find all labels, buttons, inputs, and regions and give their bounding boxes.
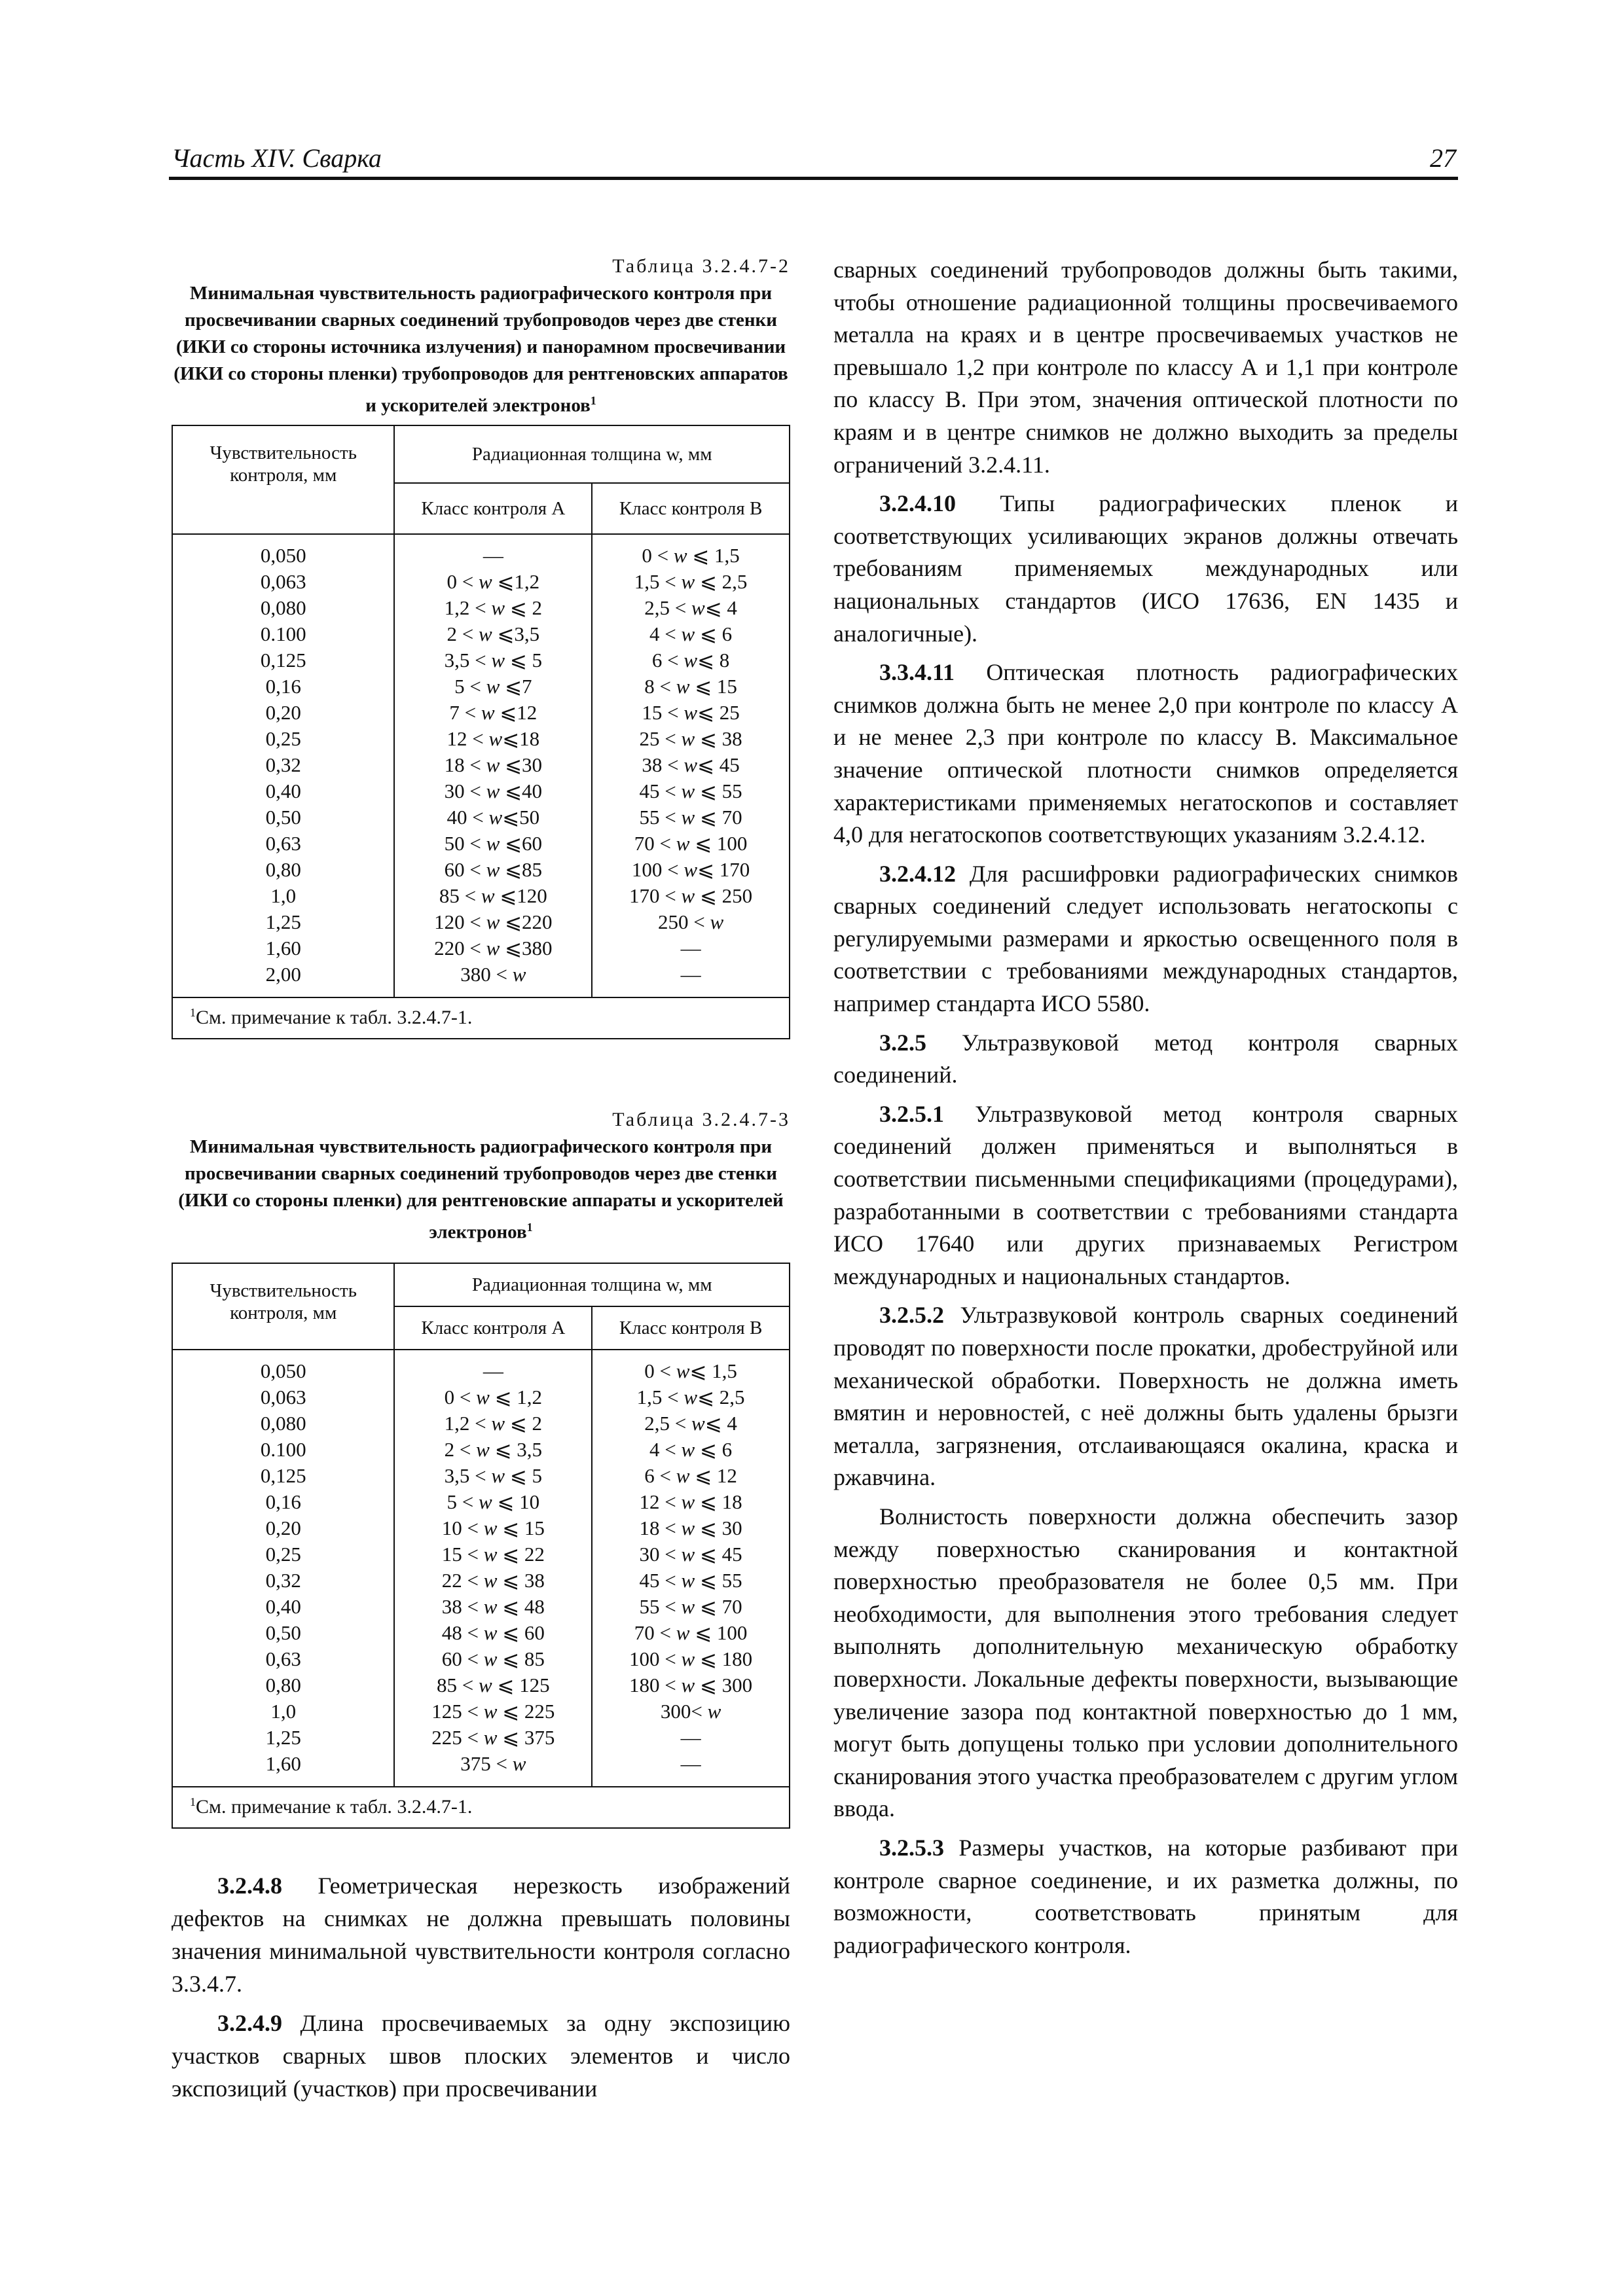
table-cell: 1,25 <box>265 1726 301 1749</box>
table-block-3-2-4-7-2 <box>172 254 790 1039</box>
table-cell: 0,40 <box>265 1595 301 1619</box>
table-cell: 1,25 <box>265 910 301 933</box>
table-cell: 0.100 <box>260 622 306 645</box>
paragraph-number: 3.3.4.11 <box>879 659 955 686</box>
table-cell: 85 < w ⩽ 125 <box>437 1674 550 1697</box>
table-cell: 45 < w ⩽ 55 <box>639 779 742 802</box>
header-thickness: Радиационная толщина w, мм <box>394 1263 790 1306</box>
table-cell: 2,00 <box>265 962 301 986</box>
table-cell: 100 < w⩽ 170 <box>631 857 750 881</box>
table-cell: 2,5 < w⩽ 4 <box>644 596 737 619</box>
header-class-a: Класс контроля А <box>394 483 592 534</box>
column-class-b <box>592 534 790 997</box>
column-class-a <box>394 1350 592 1787</box>
table-cell: 2 < w ⩽ 3,5 <box>444 1438 543 1462</box>
table-cell: 1,2 < w ⩽ 2 <box>444 1412 543 1435</box>
paragraph <box>172 2007 790 2105</box>
table-cell: — <box>483 543 503 567</box>
table-cell: 60 < w ⩽ 85 <box>441 1647 545 1671</box>
paragraph-number: 3.2.5.3 <box>879 1834 944 1861</box>
table-cell: — <box>680 1726 701 1749</box>
table-cell: 12 < w⩽18 <box>447 726 540 750</box>
paragraph <box>833 656 1458 852</box>
table-cell: 180 < w ⩽ 300 <box>629 1674 753 1697</box>
table-cell: 0,25 <box>265 726 301 750</box>
table-number: Таблица 3.2.4.7-3 <box>612 1108 790 1130</box>
table-note: $^1$См. примечание к табл. 3.2.4.7-1. <box>172 997 790 1039</box>
table-cell: 0,080 <box>260 1412 306 1435</box>
table-cell: 6 < w⩽ 8 <box>651 648 730 672</box>
table-cell: 0,40 <box>265 779 301 802</box>
table-cell: 3,5 < w ⩽ 5 <box>444 1464 543 1488</box>
table-cell: 0 < w ⩽1,2 <box>447 569 540 593</box>
table-cell: 25 < w ⩽ 38 <box>639 726 742 750</box>
table-cell: 1,60 <box>265 1752 301 1776</box>
table-cell: 6 < w ⩽ 12 <box>644 1464 737 1488</box>
table-cell: — <box>680 936 701 960</box>
header-sensitivity: Чувствительность контроля, мм <box>172 1263 394 1350</box>
table-cell: 0,125 <box>260 1464 306 1488</box>
paragraph-number: 3.2.5.2 <box>879 1302 944 1329</box>
running-header-title: Часть XIV. Сварка <box>172 143 382 173</box>
table-number: Таблица 3.2.4.7-2 <box>612 255 790 277</box>
table-cell: 1,5 < w⩽ 2,5 <box>636 1386 745 1409</box>
table-cell: 60 < w ⩽85 <box>444 857 543 881</box>
table-cell: — <box>680 962 701 986</box>
data-table <box>172 1263 790 1829</box>
table-cell: 1,60 <box>265 936 301 960</box>
table-title: Минимальная чувствительность радиографического контроля при просвечивании сварных соединений трубопроводов через две стенки (ИКИ со стороны пленки) для рентгеновские аппараты и ускорителей электронов$^1$ <box>178 1136 784 1243</box>
table-cell: 125 < w ⩽ 225 <box>431 1700 555 1723</box>
table-cell: 300< w <box>660 1700 721 1723</box>
table-cell: 55 < w ⩽ 70 <box>639 805 742 829</box>
table-cell: 18 < w ⩽ 30 <box>639 1516 742 1540</box>
column-sensitivity <box>172 1350 394 1787</box>
table-cell: 10 < w ⩽ 15 <box>441 1516 545 1540</box>
table-cell: 0,80 <box>265 1674 301 1697</box>
paragraph <box>833 1832 1458 1962</box>
table-cell: 0,25 <box>265 1543 301 1566</box>
table-cell: 2,5 < w⩽ 4 <box>644 1412 737 1435</box>
table-cell: 3,5 < w ⩽ 5 <box>444 648 543 672</box>
table-cell: 380 < w <box>460 962 526 986</box>
table-cell: 0,050 <box>260 543 306 567</box>
table-note: $^1$См. примечание к табл. 3.2.4.7-1. <box>172 1787 790 1828</box>
table-cell: 15 < w ⩽ 22 <box>441 1543 545 1566</box>
table-cell: 0,80 <box>265 857 301 881</box>
header-class-b: Класс контроля В <box>592 483 790 534</box>
table-cell: 0 < w ⩽ 1,2 <box>444 1386 543 1409</box>
paragraph <box>833 488 1458 650</box>
table-cell: 0,63 <box>265 1647 301 1671</box>
header-rule <box>169 177 1458 180</box>
paragraph-text: Геометрическая нерезкость изображений дефектов на снимках не должна превышать половины значения минимальной чувствительности контроля согласно 3.3.4.7. <box>172 1873 790 1998</box>
table-cell: 0,050 <box>260 1359 306 1383</box>
table-cell: 40 < w⩽50 <box>447 805 540 829</box>
table-cell: 225 < w ⩽ 375 <box>431 1726 555 1749</box>
table-cell: 0,50 <box>265 1621 301 1645</box>
table-cell: 0,063 <box>260 1386 306 1409</box>
table-cell: 5 < w ⩽ 10 <box>447 1490 540 1514</box>
table-cell: 0,32 <box>265 1569 301 1592</box>
table-cell: 0,63 <box>265 831 301 855</box>
table-cell: — <box>483 1359 503 1383</box>
paragraph-number: 3.2.5 <box>879 1029 926 1056</box>
table-cell: 0,20 <box>265 700 301 724</box>
header-class-b: Класс контроля В <box>592 1306 790 1350</box>
table-cell: 55 < w ⩽ 70 <box>639 1595 742 1619</box>
data-table <box>172 425 790 1039</box>
table-cell: 0,20 <box>265 1516 301 1540</box>
paragraph-text: Для расшифровки радиографических снимков сварных соединений следует использовать негатоскопы с регулируемыми размерами и яркостью освещенного поля в соответствии с требованиями международных стандартов, например стандарта ИСО 5580. <box>833 860 1458 1017</box>
table-cell: 45 < w ⩽ 55 <box>639 1569 742 1592</box>
paragraph-text: Размеры участков, на которые разбивают при контроле сварное соединение, и их разметка должны, по возможности, соответствовать принятым для радиографического контроля. <box>833 1834 1458 1958</box>
paragraph-text: сварных соединений трубопроводов должны быть такими, чтобы отношение радиационной толщины просвечиваемого металла на краях и в центре просвечиваемых участков не превышало 1,2 при контроле по классу А и 1,1 при контроле по классу В. При этом, значения оптической плотности по краям и в центре снимков не должно выходить за пределы ограничений 3.2.4.11. <box>833 257 1458 478</box>
paragraph-text: Типы радиографических пленок и соответствующих усиливающих экранов должны отвечать требованиям применяемых международных или национальных стандартов (ИСО 17636, EN 1435 и аналогичные). <box>833 490 1458 647</box>
table-cell: 30 < w ⩽40 <box>444 779 543 802</box>
table-cell: 18 < w ⩽30 <box>444 753 543 776</box>
table-cell: 4 < w ⩽ 6 <box>649 1438 733 1462</box>
paragraph-text: Ультразвуковой контроль сварных соединений проводят по поверхности после прокатки, дробеструйной или механической обработки. Поверхность не должна иметь вмятин и неровностей, с неё должны быть удалены брызги металла, загрязнения, отслаивающаяся окалина, краска и ржавчина. <box>833 1302 1458 1491</box>
table-title: Минимальная чувствительность радиографического контроля при просвечивании сварных соединений трубопроводов через две стенки (ИКИ со стороны источника излучения) и панорамном просвечивании (ИКИ со стороны пленки) трубопроводов для рентгеновских аппаратов и ускорителей электронов$^1$ <box>173 283 788 416</box>
header-sensitivity: Чувствительность контроля, мм <box>172 425 394 534</box>
table-cell: 30 < w ⩽ 45 <box>639 1543 742 1566</box>
paragraph-text: Ультразвуковой метод контроля сварных соединений должен применяться и выполняться в соответствии письменными спецификациями (процедурами), разработанными в соответствии с требованиями стандарта ИСО 17640 или других признаваемых Регистром международных и национальных стандартов. <box>833 1100 1458 1289</box>
table-cell: 7 < w ⩽12 <box>449 700 538 724</box>
table-cell: 220 < w ⩽380 <box>434 936 553 960</box>
paragraph-number: 3.2.4.10 <box>879 490 956 517</box>
table-cell: — <box>680 1752 701 1776</box>
table-cell: 70 < w ⩽ 100 <box>634 831 748 855</box>
table-cell: 375 < w <box>460 1752 526 1776</box>
paragraph-number: 3.2.5.1 <box>879 1100 944 1127</box>
column-class-b <box>592 1350 790 1787</box>
table-cell: 0,125 <box>260 648 306 672</box>
table-cell: 0 < w ⩽ 1,5 <box>642 543 740 567</box>
paragraph-number: 3.2.4.8 <box>217 1873 282 1899</box>
table-cell: 0,080 <box>260 596 306 619</box>
table-cell: 250 < w <box>658 910 724 933</box>
table-cell: 38 < w ⩽ 48 <box>441 1595 545 1619</box>
table-cell: 1,2 < w ⩽ 2 <box>444 596 543 619</box>
table-cell: 38 < w⩽ 45 <box>642 753 740 776</box>
paragraph-number: 3.2.4.9 <box>217 2010 282 2037</box>
table-cell: 1,0 <box>270 884 297 907</box>
table-cell: 170 < w ⩽ 250 <box>629 884 753 907</box>
table-cell: 0,50 <box>265 805 301 829</box>
table-cell: 0.100 <box>260 1438 306 1462</box>
header-class-a: Класс контроля А <box>394 1306 592 1350</box>
left-body-text <box>172 1869 790 2105</box>
table-cell: 5 < w ⩽7 <box>454 674 532 698</box>
table-cell: 0 < w⩽ 1,5 <box>644 1359 737 1383</box>
table-cell: 15 < w⩽ 25 <box>642 700 740 724</box>
table-cell: 48 < w ⩽ 60 <box>441 1621 545 1645</box>
table-cell: 8 < w ⩽ 15 <box>644 674 737 698</box>
column-class-a <box>394 534 592 997</box>
paragraph-text: Длина просвечиваемых за одну экспозицию участков сварных швов плоских элементов и число экспозиций (участков) при просвечивании <box>172 2010 790 2102</box>
right-column <box>833 254 1458 1962</box>
table-cell: 0,16 <box>265 1490 301 1514</box>
table-cell: 85 < w ⩽120 <box>439 884 547 907</box>
paragraph <box>833 1027 1458 1092</box>
paragraph <box>833 254 1458 481</box>
header-thickness: Радиационная толщина w, мм <box>394 425 790 483</box>
table-cell: 1,5 < w ⩽ 2,5 <box>634 569 748 593</box>
paragraph-text: Волнистость поверхности должна обеспечить зазор между поверхностью сканирования и контактной поверхностью преобразователя не более 0,5 мм. При необходимости, для выполнения этого требования следует выполнять дополнительную механическую обработку поверхности. Локальные дефекты поверхности, вызывающие увеличение зазора под контактной поверхностью до 1 мм, могут быть допущены только при условии дополнительного сканирования этого участка преобразователем с другим углом ввода. <box>833 1503 1458 1822</box>
table-cell: 4 < w ⩽ 6 <box>649 622 733 645</box>
table-cell: 50 < w ⩽60 <box>444 831 543 855</box>
paragraph <box>172 1869 790 2000</box>
paragraph <box>833 1299 1458 1494</box>
table-cell: 0,063 <box>260 569 306 593</box>
table-block-3-2-4-7-3 <box>172 1107 790 1829</box>
table-cell: 12 < w ⩽ 18 <box>639 1490 742 1514</box>
paragraph-number: 3.2.4.12 <box>879 860 956 887</box>
column-sensitivity <box>172 534 394 997</box>
table-cell: 2 < w ⩽3,5 <box>447 622 540 645</box>
table-cell: 0,16 <box>265 674 301 698</box>
table-cell: 1,0 <box>270 1700 297 1723</box>
table-cell: 100 < w ⩽ 180 <box>629 1647 753 1671</box>
table-cell: 22 < w ⩽ 38 <box>441 1569 545 1592</box>
table-cell: 70 < w ⩽ 100 <box>634 1621 748 1645</box>
page-number: 27 <box>1430 143 1456 173</box>
left-column <box>172 254 790 2105</box>
paragraph-text: Оптическая плотность радиографических снимков должна быть не менее 2,0 при контроле по классу А и не менее 2,3 при контроле по классу В. Максимальное значение оптической плотности снимков определяется характеристиками применяемых негатоскопов и составляет 4,0 для негатоскопов соответствующих указаниям 3.2.4.12. <box>833 659 1458 848</box>
table-cell: 0,32 <box>265 753 301 776</box>
paragraph-text: Ультразвуковой метод контроля сварных соединений. <box>833 1029 1458 1088</box>
paragraph <box>833 858 1458 1020</box>
paragraph <box>833 1501 1458 1825</box>
table-cell: 120 < w ⩽220 <box>434 910 553 933</box>
paragraph <box>833 1098 1458 1293</box>
